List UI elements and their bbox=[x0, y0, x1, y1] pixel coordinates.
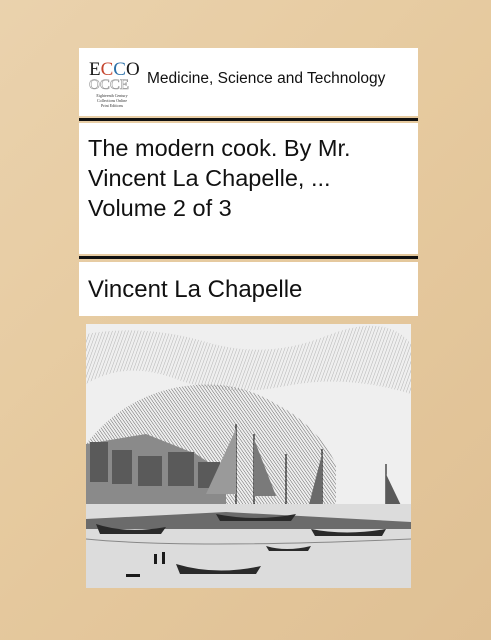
logo-letter-o: O bbox=[125, 59, 140, 80]
logo-caption-2: Collections Online bbox=[96, 98, 128, 103]
title-divider bbox=[79, 256, 418, 259]
series-header bbox=[79, 48, 418, 116]
logo-letter-e: E bbox=[89, 59, 101, 80]
series-title: Medicine, Science and Technology bbox=[147, 70, 386, 87]
title-panel bbox=[79, 123, 418, 254]
logo-letter-c2: C bbox=[113, 59, 126, 80]
header-divider bbox=[79, 118, 418, 121]
logo-mirror: OCCE bbox=[89, 77, 130, 93]
author-panel bbox=[79, 262, 418, 316]
book-author: Vincent La Chapelle bbox=[88, 276, 303, 303]
logo-letter-c1: C bbox=[100, 59, 114, 80]
harbour-engraving bbox=[86, 324, 411, 588]
logo-caption-3: Print Editions bbox=[100, 103, 124, 108]
book-title: The modern cook. By Mr. Vincent La Chapelle, ... Volume 2 of 3 bbox=[88, 135, 351, 221]
ecco-logo bbox=[87, 56, 140, 110]
logo-caption-1: Eighteenth Century bbox=[96, 93, 128, 98]
